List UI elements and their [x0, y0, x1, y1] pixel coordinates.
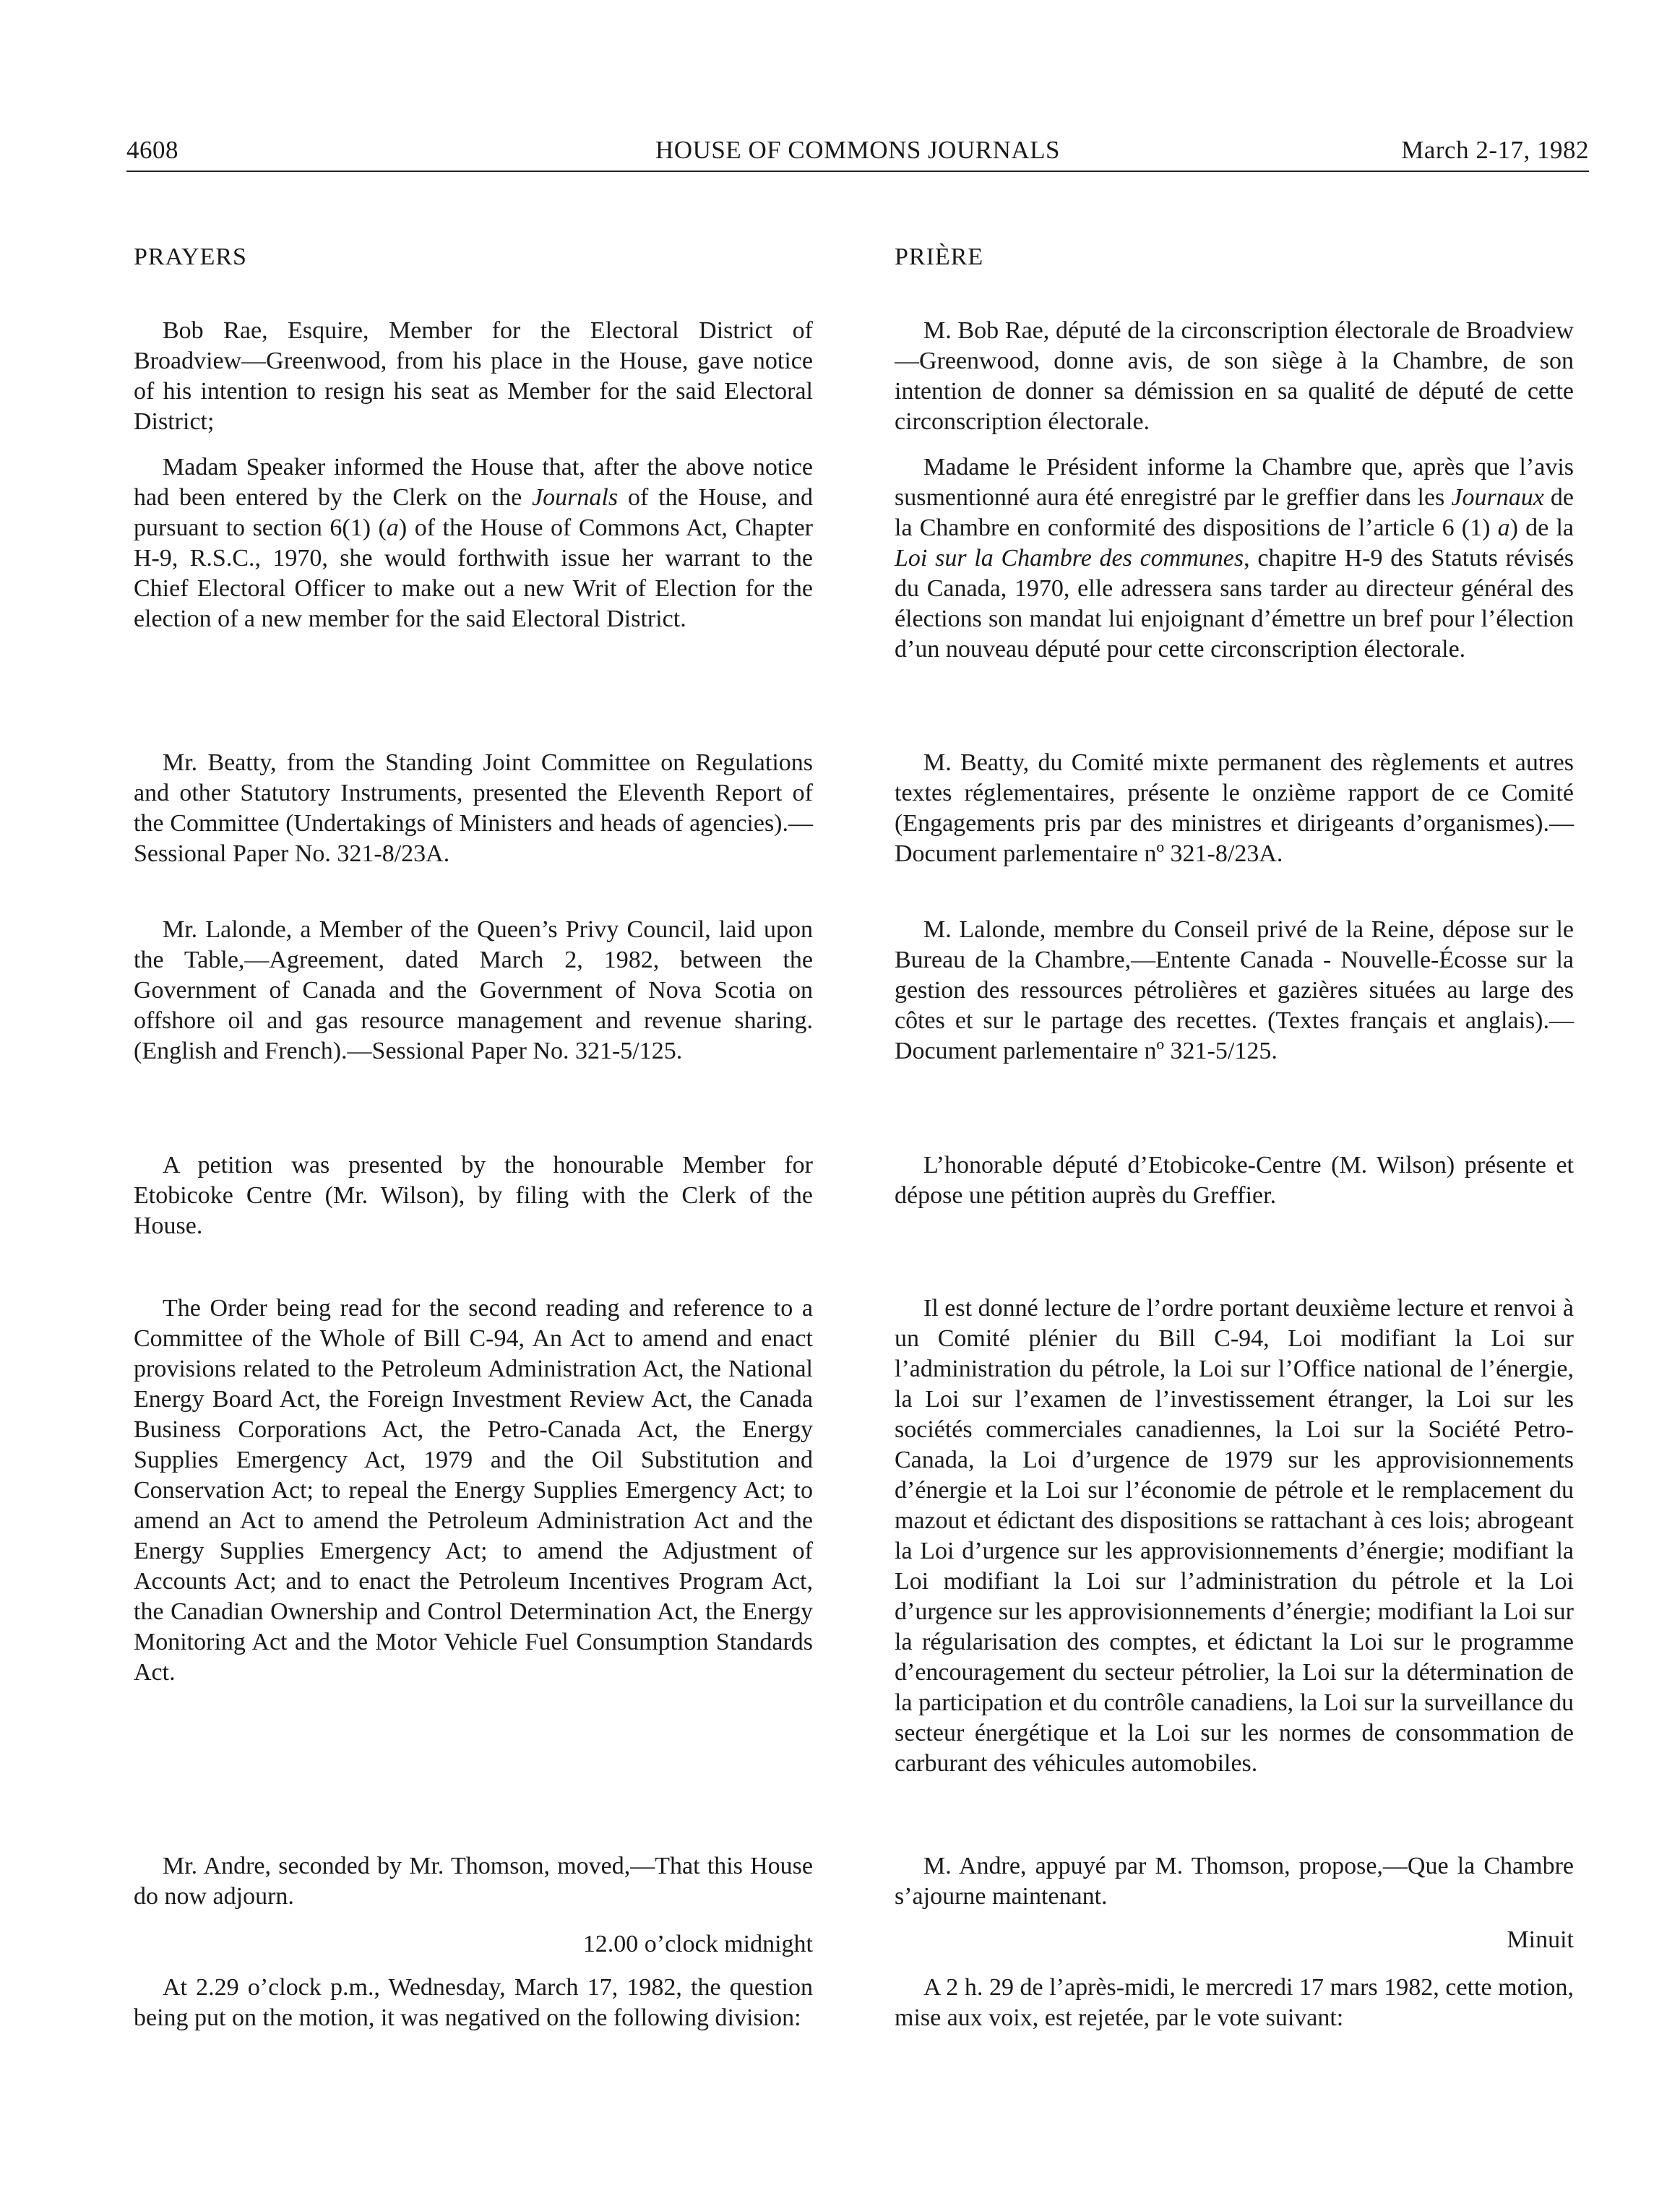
- en-petition: [134, 1150, 813, 1241]
- en-lalonde-paragraph: Mr. Lalonde, a Member of the Queen’s Privy Council, laid upon the Table,—Agreement, dated March 2, 1982, between the Government of Canada and the Government of Nova Scotia on offshore oil and gas resource management and revenue sharing. (English and French).—Sessional Paper No. 321-5/125.: [134, 916, 813, 1064]
- en-rae-paragraph-1: Bob Rae, Esquire, Member for the Electoral District of Broadview—Greenwood, from his place in the House, gave notice of his intention to resign his seat as Member for the said Electoral District;: [134, 317, 813, 435]
- fr-beatty-report: [895, 748, 1574, 869]
- en-beatty-paragraph: Mr. Beatty, from the Standing Joint Committee on Regulations and other Statutory Instruments, presented the Eleventh Report of the Committee (Undertakings of Ministers and heads of agencies).—Sessional Paper No. 321-8/23A.: [134, 749, 813, 867]
- fr-adjourn-motion: [895, 1851, 1574, 1912]
- fr-lalonde-paragraph: M. Lalonde, membre du Conseil privé de la Reine, dépose sur le Bureau de la Chambre,—Entente Canada - Nouvelle-Écosse sur la gestion des ressources pétrolières et gazières situées au large des côtes et sur le partage des recettes. (Textes français et anglais).—Document parlementaire nº 321-5/125.: [895, 916, 1574, 1064]
- fr-minuit-note: Minuit: [1507, 1926, 1574, 1953]
- page-number: 4608: [126, 136, 178, 164]
- fr-order-paragraph: Il est donné lecture de l’ordre portant deuxième lecture et renvoi à un Comité plénier du Bill C-94, Loi modifiant la Loi sur l’administration du pétrole, la Loi sur l’Office national de l’énergie, la Loi sur l’examen de l’investissement étranger, la Loi sur les sociétés commerciales canadiennes, la Loi sur la Société Petro-Canada, la Loi d’urgence de 1979 sur les approvisionnements d’énergie et la Loi sur l’économie de pétrole et le remplacement du mazout et édictant des dispositions se rattachant à ces lois; abrogeant la Loi d’urgence sur les approvisionnements d’énergie; modifiant la Loi modifiant la Loi sur l’administration du pétrole et la Loi d’urgence sur les approvisionnements d’énergie; modifiant la Loi sur la régularisation des comptes, et édictant la Loi sur le programme d’encouragement du secteur pétrolier, la Loi sur la détermination de la participation et du contrôle canadiens, la Loi sur la surveillance du secteur énergétique et la Loi sur les normes de consommation de carburant des véhicules automobiles.: [895, 1295, 1574, 1777]
- en-petition-paragraph: A petition was presented by the honourable Member for Etobicoke Centre (Mr. Wilson), by filing with the Clerk of the House.: [134, 1152, 813, 1239]
- fr-division: [895, 1973, 1574, 2033]
- fr-rae-paragraph-1: M. Bob Rae, député de la circonscription électorale de Broadview—Greenwood, donne avis, de son siège à la Chambre, de son intention de donner sa démission en sa qualité de député de cette circonscription électorale.: [895, 317, 1574, 435]
- fr-lalonde-agreement: [895, 915, 1574, 1067]
- header-date: March 2-17, 1982: [1401, 136, 1589, 164]
- en-midnight-note: 12.00 o’clock midnight: [582, 1931, 813, 1957]
- en-time-note: [134, 1929, 813, 1960]
- fr-rae-paragraph-2: Madame le Président informe la Chambre que, après que l’avis susmentionné aura été enregistré par le greffier dans les Journaux de la Chambre en conformité des dispositions de l’article 6 (1) a) de la Loi sur la Chambre des communes, chapitre H-9 des Statuts révisés du Canada, 1970, elle adressera sans tarder au directeur général des élections son mandat lui enjoignant d’émettre un bref pour l’élection d’un nouveau député pour cette circonscription électorale.: [895, 454, 1575, 663]
- fr-beatty-paragraph: M. Beatty, du Comité mixte permanent des règlements et autres textes réglementaires, présente le onzième rapport de ce Comité (Engagements pris par des ministres et dirigeants d’organismes).—Document parlementaire nº 321-8/23A.: [895, 749, 1574, 867]
- en-rae-paragraph-2: Madam Speaker informed the House that, after the above notice had been entered by the Clerk on the Journals of the House, and pursuant to section 6(1) (a) of the House of Commons Act, Chapter H-9, R.S.C., 1970, she would forthwith issue her warrant to the Chief Electoral Officer to make out a new Writ of Election for the election of a new member for the said Electoral District.: [134, 454, 813, 632]
- priere-heading: PRIÈRE: [895, 244, 984, 270]
- journal-title: HOUSE OF COMMONS JOURNALS: [655, 136, 1060, 164]
- en-division: [134, 1973, 813, 2033]
- fr-speaker-notice: [895, 452, 1574, 665]
- fr-bill-c94-order: [895, 1293, 1574, 1779]
- loi-italic: Loi sur la Chambre des communes: [895, 545, 1244, 572]
- en-beatty-report: [134, 748, 813, 869]
- running-header: [126, 130, 1589, 171]
- fr-division-paragraph: A 2 h. 29 de l’après-midi, le mercredi 17 mars 1982, cette motion, mise aux voix, est rejetée, par le vote suivant:: [895, 1974, 1574, 2031]
- journals-italic: Journals: [532, 484, 619, 511]
- en-adjourn-motion: [134, 1851, 813, 1912]
- en-lalonde-agreement: [134, 915, 813, 1067]
- en-division-paragraph: At 2.29 o’clock p.m., Wednesday, March 17, 1982, the question being put on the motion, it was negatived on the following division:: [134, 1974, 813, 2031]
- fr-time-note: [895, 1925, 1574, 1955]
- header-rule: [126, 171, 1589, 172]
- fr-petition-paragraph: L’honorable député d’Etobicoke-Centre (M. Wilson) présente et dépose une pétition auprès du Greffier.: [895, 1152, 1574, 1209]
- en-andre-paragraph: Mr. Andre, seconded by Mr. Thomson, moved,—That this House do now adjourn.: [134, 1853, 813, 1910]
- fr-petition: [895, 1150, 1574, 1211]
- fr-rae-notice: [895, 316, 1574, 437]
- prayers-heading: PRAYERS: [134, 244, 247, 270]
- en-order-paragraph: The Order being read for the second reading and reference to a Committee of the Whole of Bill C-94, An Act to amend and enact provisions related to the Petroleum Administration Act, the National Energy Board Act, the Foreign Investment Review Act, the Canada Business Corporations Act, the Petro-Canada Act, the Energy Supplies Emergency Act, 1979 and the Oil Substitution and Conservation Act; to repeal the Energy Supplies Emergency Act; to amend an Act to amend the Petroleum Administration Act and the Energy Supplies Emergency Act; to amend the Adjustment of Accounts Act; and to enact the Petroleum Incentives Program Act, the Canadian Ownership and Control Determination Act, the Energy Monitoring Act and the Motor Vehicle Fuel Consumption Standards Act.: [134, 1295, 813, 1686]
- fr-andre-paragraph: M. Andre, appuyé par M. Thomson, propose,—Que la Chambre s’ajourne maintenant.: [895, 1853, 1574, 1910]
- en-rae-notice: [134, 316, 813, 437]
- en-bill-c94-order: [134, 1293, 813, 1688]
- en-speaker-notice: [134, 452, 813, 634]
- journaux-italic: Journaux: [1451, 484, 1544, 511]
